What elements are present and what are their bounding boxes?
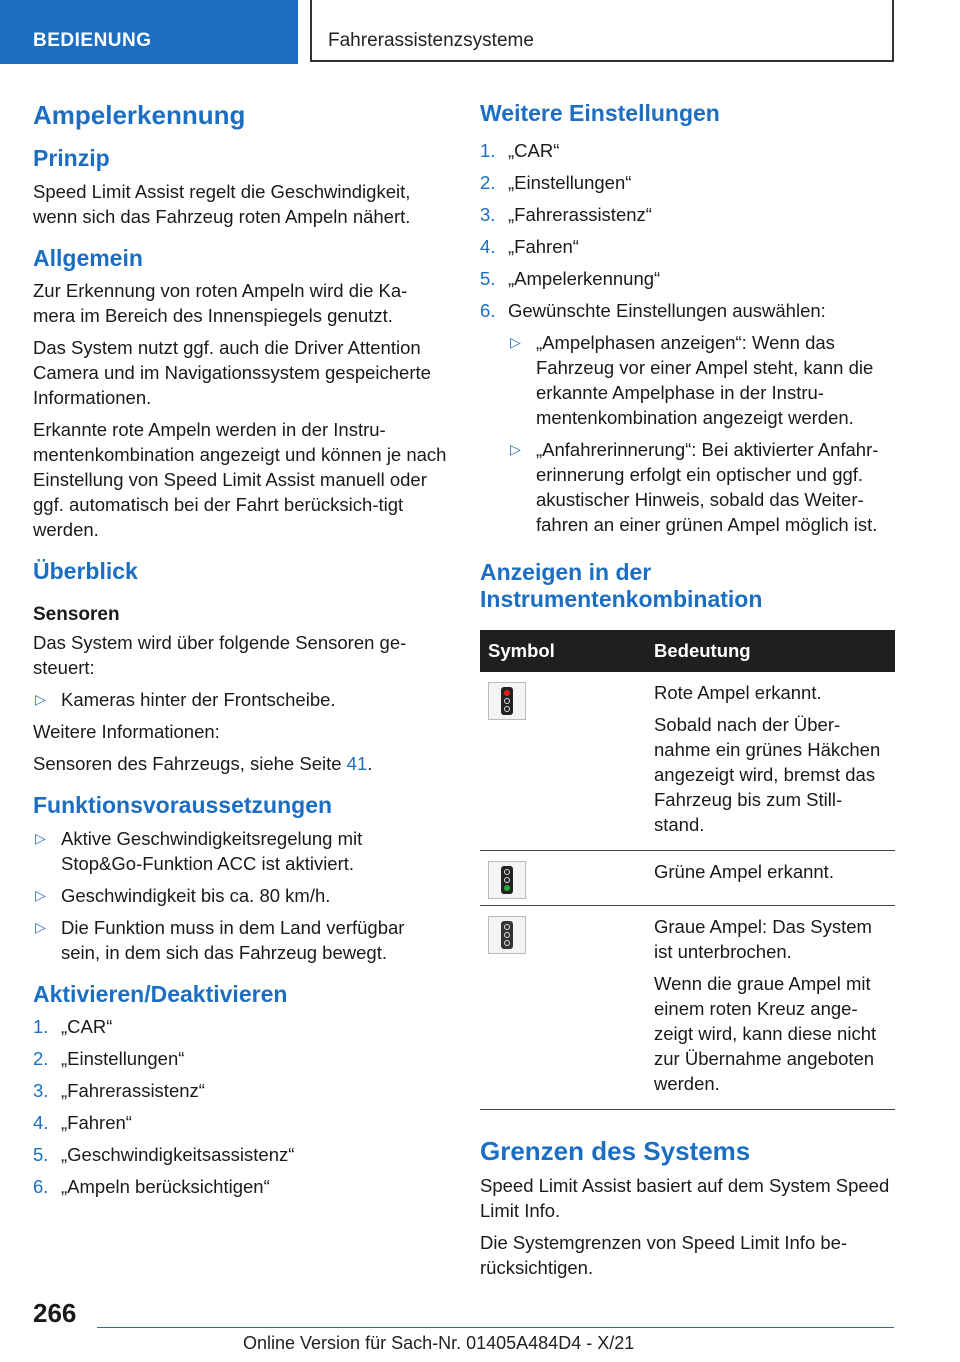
traffic-light-grey-icon xyxy=(488,916,526,954)
step-number: 1. xyxy=(480,139,496,161)
list-item xyxy=(508,330,895,430)
list-item xyxy=(508,437,895,537)
heading-weitere-einstellungen: Weitere Einstellungen xyxy=(480,100,720,126)
heading-funktionsvoraussetzungen: Funktionsvoraussetzungen xyxy=(33,791,333,818)
list-item-text: Geschwindigkeit bis ca. 80 km/h. xyxy=(61,884,331,906)
step-number: 1. xyxy=(33,1016,49,1038)
list-item-text: Kameras hinter der Frontscheibe. xyxy=(61,688,336,710)
list-item xyxy=(33,915,448,965)
reference-text: Sensoren des Fahrzeugs, siehe Seite xyxy=(33,752,347,774)
grenzen-paragraph: Speed Limit Assist basiert auf dem System Speed Limit Info. xyxy=(480,1174,890,1221)
step-text: „Fahrerassistenz“ xyxy=(508,203,652,225)
column-header: Symbol xyxy=(480,630,646,672)
meaning-text: Rote Ampel erkannt. xyxy=(654,681,822,703)
heading-aktivieren: Aktivieren/Deaktivieren xyxy=(33,980,288,1007)
weitere-steps xyxy=(480,138,895,323)
section-tab xyxy=(0,0,298,64)
right-column xyxy=(480,100,895,1287)
step-item xyxy=(480,266,895,291)
heading-ueberblick: Überblick xyxy=(33,558,138,585)
allgemein-paragraph: Zur Erkennung von roten Ampeln wird die Ka-mera im Bereich des Innenspiegels genutzt. xyxy=(33,280,408,327)
sensoren-intro: Das System wird über folgende Sensoren ge-steuert: xyxy=(33,631,407,678)
traffic-light-green-icon xyxy=(488,861,526,899)
page-number: 266 xyxy=(33,1298,77,1328)
step-item xyxy=(33,1014,448,1039)
list-item-text: „Anfahrerinnerung“: Bei aktivierter Anfahr-erinnerung erfolgt ein optischer und ggf. akustischer Hinweis, sobald das Weiter-fahren an einer grünen Ampel möglich ist. xyxy=(536,438,879,535)
step-number: 3. xyxy=(480,203,496,225)
chapter-header xyxy=(310,0,894,62)
meaning-cell xyxy=(646,905,895,1109)
weitere-informationen: Weitere Informationen: xyxy=(33,720,220,742)
step-text: „Einstellungen“ xyxy=(508,171,632,193)
column-header: Bedeutung xyxy=(646,630,895,672)
symbol-table xyxy=(480,630,895,1110)
step-number: 5. xyxy=(33,1144,49,1166)
triangle-bullet-icon: ▷ xyxy=(35,690,46,707)
footer-divider xyxy=(97,1327,894,1328)
page-link[interactable]: 41 xyxy=(346,752,368,774)
page-title: Ampelerkennung xyxy=(33,100,246,130)
meaning-text: Graue Ampel: Das System ist unterbrochen. xyxy=(654,915,872,962)
table-header-row xyxy=(480,630,895,672)
heading-line: Anzeigen in der xyxy=(480,558,652,585)
triangle-bullet-icon: ▷ xyxy=(35,918,46,935)
chapter-label: Fahrerassistenzsysteme xyxy=(328,30,534,51)
allgemein-paragraph: Erkannte rote Ampeln werden in der Instru-mentenkombination angezeigt und können je nach Einstellung von Speed Limit Assist manuell oder ggf. automatisch bei der Fahrt berücksich-tigt werden. xyxy=(33,419,447,541)
voraussetzungen-list xyxy=(33,826,448,965)
step-item xyxy=(33,1110,448,1135)
step-number: 2. xyxy=(480,171,496,193)
step-item xyxy=(480,298,895,323)
list-item xyxy=(33,687,448,712)
step-item xyxy=(33,1046,448,1071)
triangle-bullet-icon: ▷ xyxy=(35,829,46,846)
left-column xyxy=(33,100,448,1206)
list-item-text: „Ampelphasen anzeigen“: Wenn das Fahrzeug vor einer Ampel steht, kann die erkannte Ampelphase in der Instru-mentenkombination angezeigt werden. xyxy=(536,331,874,428)
footer-version: Online Version für Sach-Nr. 01405A484D4 - X/21 xyxy=(243,1333,635,1353)
step-text: „CAR“ xyxy=(508,139,560,161)
step-number: 6. xyxy=(33,1176,49,1198)
table-row xyxy=(480,672,895,851)
reference-end: . xyxy=(367,752,373,774)
heading-grenzen: Grenzen des Systems xyxy=(480,1135,751,1166)
symbol-cell xyxy=(480,672,646,851)
triangle-bullet-icon: ▷ xyxy=(510,440,521,457)
meaning-cell xyxy=(646,672,895,851)
list-item-text: Die Funktion muss in dem Land verfügbar sein, in dem sich das Fahrzeug bewegt. xyxy=(61,916,405,963)
step-text: „Ampeln berücksichtigen“ xyxy=(61,1176,270,1198)
step-text: „Einstellungen“ xyxy=(61,1048,185,1070)
traffic-light-red-icon xyxy=(488,682,526,720)
table-row xyxy=(480,850,895,905)
step-item xyxy=(33,1078,448,1103)
step-item xyxy=(480,170,895,195)
step-text: „Fahren“ xyxy=(61,1112,132,1134)
step-item xyxy=(480,202,895,227)
step-number: 3. xyxy=(33,1080,49,1102)
step-text: Gewünschte Einstellungen auswählen: xyxy=(508,299,826,321)
step-item xyxy=(480,234,895,259)
step-text: „Fahrerassistenz“ xyxy=(61,1080,205,1102)
list-item-text: Aktive Geschwindigkeitsregelung mit Stop&Go-Funktion ACC ist aktiviert. xyxy=(61,827,363,874)
triangle-bullet-icon: ▷ xyxy=(510,333,521,350)
step-number: 6. xyxy=(480,299,496,321)
table-row xyxy=(480,905,895,1109)
step-item xyxy=(480,138,895,163)
meaning-text: Sobald nach der Über-nahme ein grünes Häkchen angezeigt wird, bremst das Fahrzeug bis zum Still-stand. xyxy=(654,713,881,835)
triangle-bullet-icon: ▷ xyxy=(35,886,46,903)
meaning-text: Grüne Ampel erkannt. xyxy=(654,860,834,882)
einstellungen-options xyxy=(508,330,895,537)
sensoren-list xyxy=(33,687,448,712)
aktivieren-steps xyxy=(33,1014,448,1199)
symbol-cell xyxy=(480,850,646,905)
step-text: „Geschwindigkeitsassistenz“ xyxy=(61,1144,295,1166)
step-text: „Fahren“ xyxy=(508,235,579,257)
heading-line: Instrumentenkombination xyxy=(480,586,763,613)
meaning-text: Wenn die graue Ampel mit einem roten Kreuz ange-zeigt wird, kann diese nicht zur Übernahme angeboten werden. xyxy=(654,972,877,1094)
step-text: „CAR“ xyxy=(61,1016,113,1038)
step-number: 2. xyxy=(33,1048,49,1070)
step-text: „Ampelerkennung“ xyxy=(508,267,661,289)
step-number: 5. xyxy=(480,267,496,289)
heading-anzeigen xyxy=(480,559,895,614)
heading-allgemein: Allgemein xyxy=(33,244,143,271)
subheading-sensoren: Sensoren xyxy=(33,603,120,625)
step-number: 4. xyxy=(480,235,496,257)
meaning-cell xyxy=(646,850,895,905)
heading-prinzip: Prinzip xyxy=(33,145,110,172)
grenzen-paragraph: Die Systemgrenzen von Speed Limit Info be-rücksichtigen. xyxy=(480,1231,848,1278)
prinzip-text: Speed Limit Assist regelt die Geschwindigkeit, wenn sich das Fahrzeug roten Ampeln nähert. xyxy=(33,180,411,227)
list-item xyxy=(33,826,448,876)
step-item xyxy=(33,1142,448,1167)
symbol-cell xyxy=(480,905,646,1109)
list-item xyxy=(33,883,448,908)
section-label: BEDIENUNG xyxy=(33,30,152,51)
allgemein-paragraph: Das System nutzt ggf. auch die Driver Attention Camera und im Navigationssystem gespeicherte Informationen. xyxy=(33,337,431,409)
step-item xyxy=(33,1174,448,1199)
step-number: 4. xyxy=(33,1112,49,1134)
sensoren-reference xyxy=(33,751,448,776)
